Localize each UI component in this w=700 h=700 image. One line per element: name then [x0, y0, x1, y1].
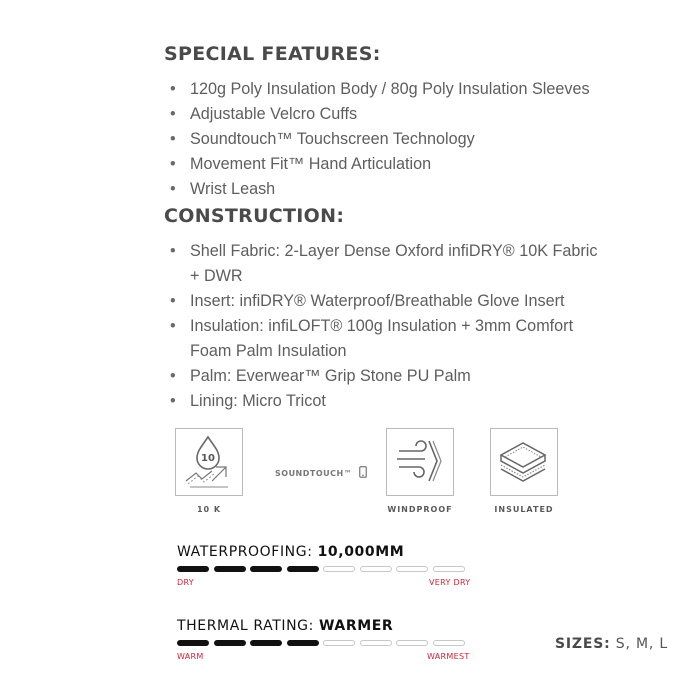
waterproofing-segment-6: [360, 566, 392, 572]
insulated-caption: INSULATED: [494, 505, 554, 514]
waterproofing-bar: [177, 566, 467, 572]
special-features-list: [170, 77, 640, 202]
waterproofing-scale-min: DRY: [177, 578, 194, 587]
list-item: • 120g Poly Insulation Body / 80g Poly Insulation Sleeves: [170, 77, 640, 102]
thermal-bar: [177, 640, 467, 646]
waterproofing-title: WATERPROOFING:: [177, 544, 313, 560]
thermal-scale-min: WARM: [177, 652, 204, 661]
thermal-segment-4: [287, 640, 319, 646]
waterproofing-segment-5: [323, 566, 355, 572]
list-item: • Shell Fabric: 2-Layer Dense Oxford infiDRY® 10K Fabric + DWR: [170, 239, 610, 289]
list-item: • Movement Fit™ Hand Articulation: [170, 152, 640, 177]
construction-heading: CONSTRUCTION:: [164, 205, 345, 227]
soundtouch-logo: [275, 466, 367, 478]
list-item: • Insulation: infiLOFT® 100g Insulation + 3mm Comfort Foam Palm Insulation: [170, 314, 610, 364]
windproof-icon-box: [386, 428, 454, 496]
waterproofing-scale-max: VERY DRY: [429, 578, 471, 587]
wind-icon: [387, 429, 452, 494]
water-drop-10k-icon: [176, 429, 241, 494]
list-item: • Palm: Everwear™ Grip Stone PU Palm: [170, 364, 610, 389]
thermal-segment-5: [323, 640, 355, 646]
list-item: • Soundtouch™ Touchscreen Technology: [170, 127, 640, 152]
insulation-layers-icon: [491, 429, 556, 494]
thermal-segment-3: [250, 640, 282, 646]
list-item: • Insert: infiDRY® Waterproof/Breathable Glove Insert: [170, 289, 610, 314]
waterproofing-value: 10,000MM: [317, 544, 405, 560]
thermal-rating-label: [177, 618, 393, 634]
thermal-segment-2: [214, 640, 246, 646]
list-item: • Lining: Micro Tricot: [170, 389, 610, 414]
waterproofing-segment-7: [396, 566, 428, 572]
thermal-segment-8: [433, 640, 465, 646]
insulated-icon-box: [490, 428, 558, 496]
waterproofing-segment-1: [177, 566, 209, 572]
sizes-values: S, M, L: [615, 636, 668, 652]
special-features-heading: SPECIAL FEATURES:: [164, 43, 381, 65]
waterproofing-segment-2: [214, 566, 246, 572]
windproof-caption: WINDPROOF: [387, 505, 453, 514]
list-item: • Wrist Leash: [170, 177, 640, 202]
waterproof-10k-icon-box: [175, 428, 243, 496]
waterproofing-segment-4: [287, 566, 319, 572]
thermal-segment-6: [360, 640, 392, 646]
list-item: • Adjustable Velcro Cuffs: [170, 102, 640, 127]
phone-icon: [359, 466, 367, 478]
thermal-value: WARMER: [319, 618, 394, 634]
thermal-title: THERMAL RATING:: [177, 618, 314, 634]
sizes: [555, 636, 668, 652]
waterproofing-segment-8: [433, 566, 465, 572]
thermal-scale-max: WARMEST: [427, 652, 470, 661]
waterproofing-label: [177, 544, 404, 560]
sizes-label: SIZES:: [555, 636, 611, 652]
waterproof-rating-text: 10: [201, 453, 215, 464]
thermal-segment-7: [396, 640, 428, 646]
construction-list: [170, 239, 610, 414]
waterproof-caption: 10 K: [196, 505, 222, 514]
thermal-segment-1: [177, 640, 209, 646]
soundtouch-label: SOUNDTOUCH™: [275, 469, 353, 478]
waterproofing-segment-3: [250, 566, 282, 572]
